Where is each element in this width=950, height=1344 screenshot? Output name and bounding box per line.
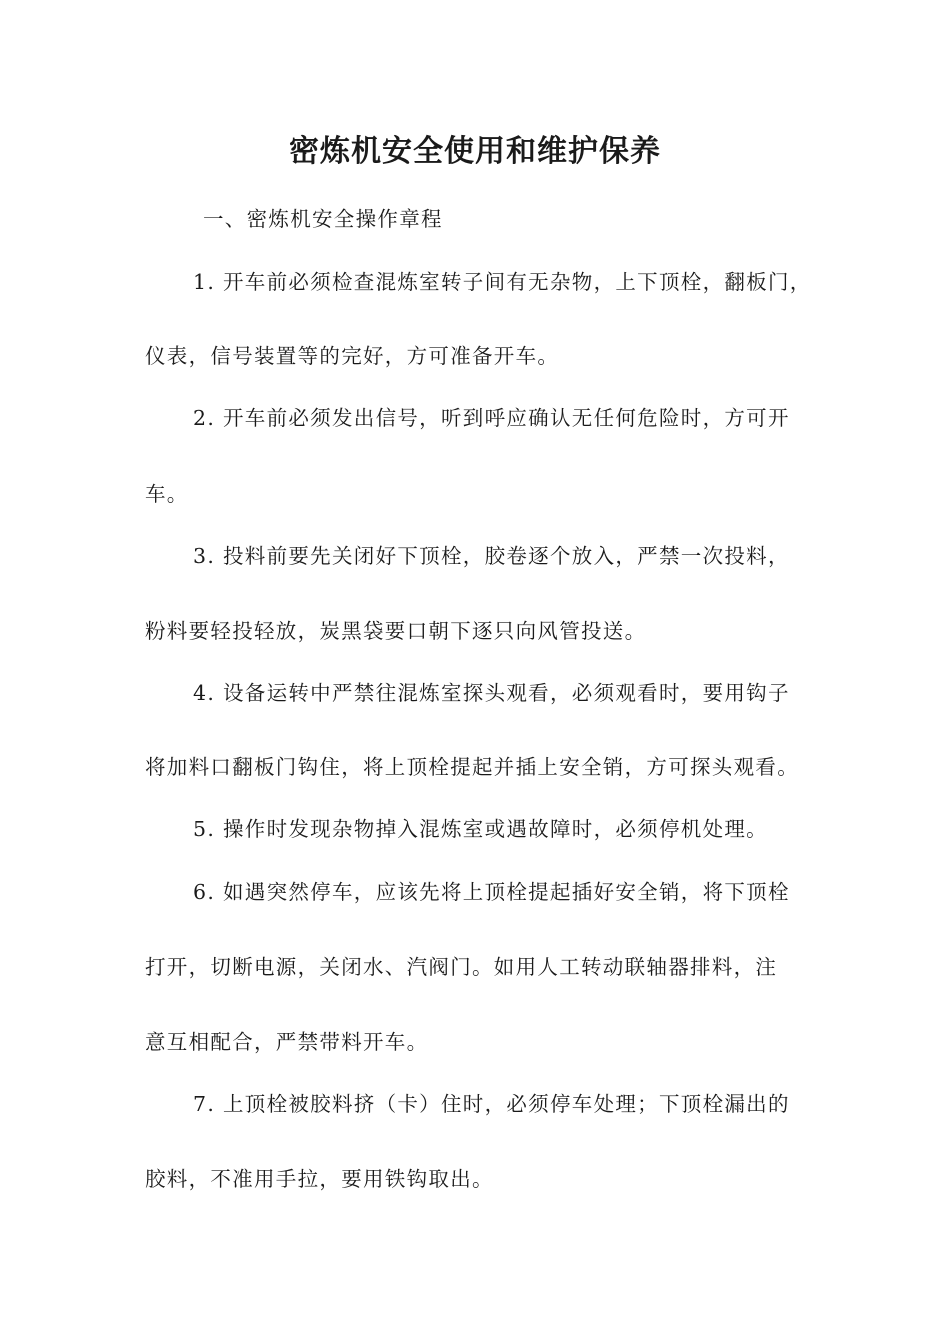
paragraph-line: 1. 开车前必须检查混炼室转子间有无杂物，上下顶栓，翻板门， xyxy=(193,270,812,294)
paragraph-line: 4. 设备运转中严禁往混炼室探头观看，必须观看时，要用钩子 xyxy=(193,681,790,705)
paragraph-line: 7. 上顶栓被胶料挤（卡）住时，必须停车处理；下顶栓漏出的 xyxy=(193,1092,790,1116)
paragraph-line: 仪表，信号装置等的完好，方可准备开车。 xyxy=(145,344,560,368)
paragraph-line: 将加料口翻板门钩住，将上顶栓提起并插上安全销，方可探头观看。 xyxy=(145,755,799,779)
paragraph-line: 打开，切断电源，关闭水、汽阀门。如用人工转动联轴器排料，注 xyxy=(145,955,778,979)
paragraph-line: 车。 xyxy=(145,482,189,506)
paragraph-line: 5. 操作时发现杂物掉入混炼室或遇故障时，必须停机处理。 xyxy=(193,817,768,841)
paragraph-line: 意互相配合，严禁带料开车。 xyxy=(145,1030,429,1054)
paragraph-line: 6. 如遇突然停车，应该先将上顶栓提起插好安全销，将下顶栓 xyxy=(193,880,790,904)
document-title: 密炼机安全使用和维护保养 xyxy=(289,134,661,169)
paragraph-line: 胶料，不准用手拉，要用铁钩取出。 xyxy=(145,1167,494,1191)
paragraph-line: 粉料要轻投轻放，炭黑袋要口朝下逐只向风管投送。 xyxy=(145,619,647,643)
paragraph-line: 2. 开车前必须发出信号，听到呼应确认无任何危险时，方可开 xyxy=(193,406,790,430)
section-heading: 一、密炼机安全操作章程 xyxy=(203,207,443,231)
paragraph-line: 3. 投料前要先关闭好下顶栓，胶卷逐个放入，严禁一次投料， xyxy=(193,544,790,568)
